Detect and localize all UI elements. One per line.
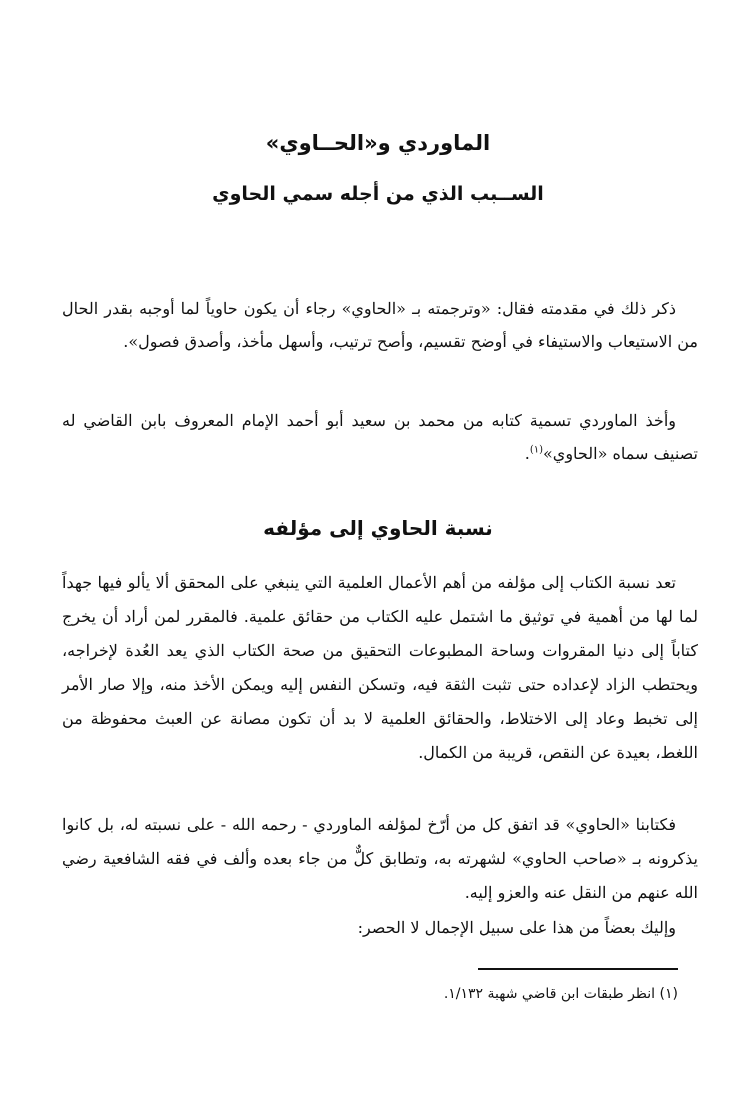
paragraph-body: وأخذ الماوردي تسمية كتابه من محمد بن سعيد أبو أحمد الإمام المعروف بابن القاضي له تصنيف سماه «الحاوي» <box>62 411 698 463</box>
chapter-title: الماوردي و«الحــاوي» <box>265 131 491 155</box>
paragraph-end: . <box>524 444 530 463</box>
section-title: نسبة الحاوي إلى مؤلفه <box>263 516 493 540</box>
paragraph-text: ذكر ذلك في مقدمته فقال: «وترجمته بـ «الحاوي» رجاء أن يكون حاوياً لما أوجبه بقدر الحال من الاستيعاب والاستيفاء في أوضح تقسيم، وأصح ترتيب، وأسهل مأخذ، وأصدق فصول». <box>62 299 698 351</box>
paragraph-intro-list <box>62 911 698 945</box>
paragraph-attribution-agreement <box>62 808 698 910</box>
paragraph-text: فكتابنا «الحاوي» قد اتفق كل من أرّخ لمؤلفه الماوردي - رحمه الله - على نسبته له، بل كانوا يذكرونه بـ «صاحب الحاوي» لشهرته به، وتطابق كلٌّ من جاء بعده وألف في فقه الشافعية رضي الله عنهم من النقل عنه والعزو إليه. <box>62 815 698 902</box>
paragraph-attribution-importance <box>62 566 698 770</box>
footnote-divider <box>478 968 678 970</box>
footnote: (١) انظر طبقات ابن قاضي شهبة ١/١٣٢. <box>443 986 678 1002</box>
footnote-marker: (١) <box>529 444 544 456</box>
paragraph-text: تعد نسبة الكتاب إلى مؤلفه من أهم الأعمال العلمية التي ينبغي على المحقق ألا يألو فيها جهداً لما لها من أهمية في توثيق ما اشتمل عليه الكتاب من حقائق علمية. فالمقرر لمن أراد أن يخرج كتاباً إلى دنيا المقروات وساحة المطبوعات التحقيق من صحة الكتاب الذي يعد العُدة لإخراجه، ويحتطب الزاد لإعداده حتى تثبت الثقة فيه، وتسكن النفس إليه ويمكن الأخذ منه، وإلا صار الأمر إلى تخبط وعاد إلى الاختلاط، والحقائق العلمية لا بد أن تكون مصانة عن العبث محفوظة من اللغط، بعيدة عن النقص، قريبة من الكمال. <box>62 573 698 762</box>
paragraph-text: وإليك بعضاً من هذا على سبيل الإجمال لا الحصر: <box>357 918 676 937</box>
paragraph-name-origin <box>62 404 698 470</box>
chapter-subtitle: الســبب الذي من أجله سمي الحاوي <box>212 183 544 205</box>
paragraph-text <box>62 404 698 470</box>
paragraph-naming-reason <box>62 292 698 358</box>
